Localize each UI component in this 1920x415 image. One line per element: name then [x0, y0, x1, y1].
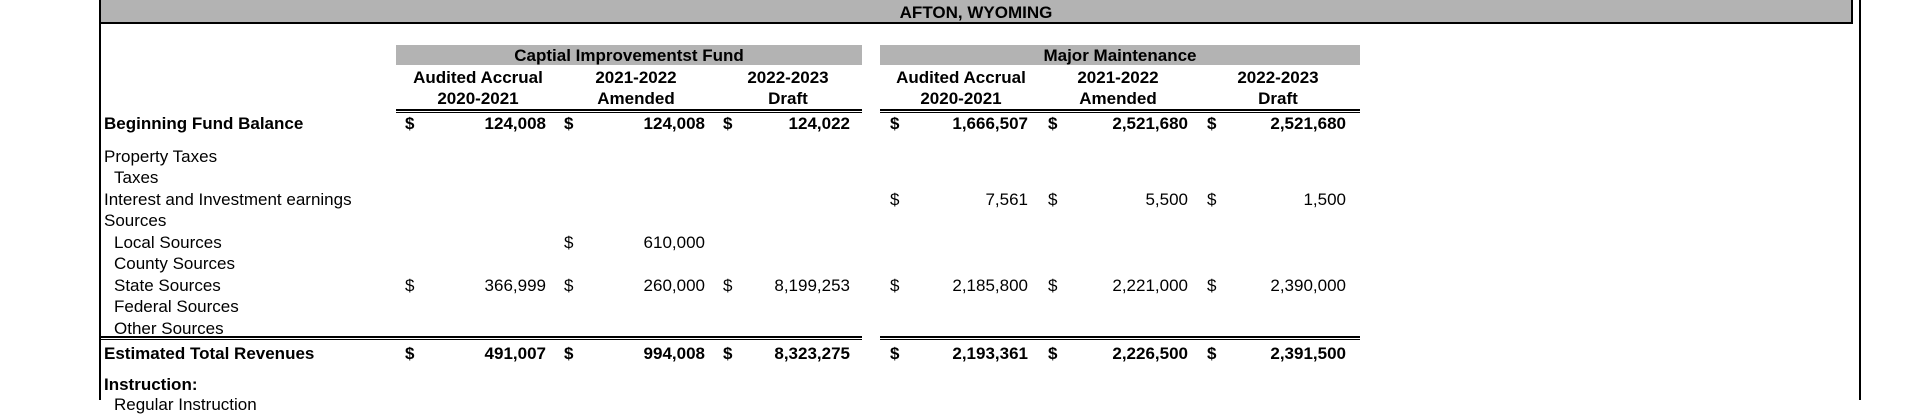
currency-sign: $ — [890, 344, 900, 363]
column-header — [713, 67, 863, 109]
row-label-instruction: Instruction: — [104, 375, 198, 394]
value-cell: 1,500 — [1303, 190, 1346, 209]
currency-sign: $ — [890, 114, 900, 133]
district-title: AFTON, WYOMING — [99, 0, 1853, 24]
column-header-line1: 2022-2023 — [747, 68, 829, 87]
currency-sign: $ — [405, 276, 415, 295]
row-label-taxes: Taxes — [114, 168, 159, 187]
column-header-line1: Audited Accrual — [896, 68, 1026, 87]
currency-sign: $ — [405, 344, 415, 363]
row-label-county-sources: County Sources — [114, 254, 235, 273]
column-header-line2: 2020-2021 — [920, 89, 1002, 108]
currency-sign: $ — [405, 114, 415, 133]
currency-sign: $ — [1207, 190, 1217, 209]
value-cell: 7,561 — [985, 190, 1028, 209]
value-cell: 2,193,361 — [952, 344, 1028, 363]
value-cell: 2,521,680 — [1112, 114, 1188, 133]
total-double-rule — [880, 336, 1360, 340]
column-header-line1: 2022-2023 — [1237, 68, 1319, 87]
value-cell: 994,008 — [643, 344, 705, 363]
currency-sign: $ — [723, 276, 733, 295]
row-label-federal-sources: Federal Sources — [114, 297, 239, 316]
value-cell: 2,390,000 — [1270, 276, 1346, 295]
row-label-state-sources: State Sources — [114, 276, 221, 295]
total-double-rule — [99, 336, 862, 340]
fund-header-major-maintenance: Major Maintenance — [880, 45, 1360, 65]
currency-sign: $ — [723, 344, 733, 363]
column-header-line2: Draft — [1258, 89, 1298, 108]
currency-sign: $ — [1048, 344, 1058, 363]
row-label-local-sources: Local Sources — [114, 233, 222, 252]
currency-sign: $ — [564, 114, 574, 133]
column-header — [1043, 67, 1193, 109]
column-header-line2: Draft — [768, 89, 808, 108]
fund-header-capital: Captial Improvementst Fund — [396, 45, 862, 65]
column-header-line2: 2020-2021 — [437, 89, 519, 108]
row-label-interest: Interest and Investment earnings — [104, 190, 352, 209]
currency-sign: $ — [1048, 190, 1058, 209]
column-header — [1203, 67, 1353, 109]
currency-sign: $ — [1207, 114, 1217, 133]
value-cell: 124,022 — [788, 114, 850, 133]
column-header — [886, 67, 1036, 109]
column-header-line1: 2021-2022 — [595, 68, 677, 87]
value-cell: 8,199,253 — [774, 276, 850, 295]
page-border-left — [99, 0, 101, 400]
column-header — [561, 67, 711, 109]
column-header-line2: Amended — [1079, 89, 1157, 108]
page-border-right — [1859, 0, 1861, 400]
currency-sign: $ — [1207, 276, 1217, 295]
currency-sign: $ — [1048, 276, 1058, 295]
value-cell: 124,008 — [484, 114, 546, 133]
value-cell: 124,008 — [643, 114, 705, 133]
value-cell: 5,500 — [1145, 190, 1188, 209]
value-cell: 260,000 — [643, 276, 705, 295]
column-header-line1: Audited Accrual — [413, 68, 543, 87]
value-cell: 8,323,275 — [774, 344, 850, 363]
value-cell: 610,000 — [643, 233, 705, 252]
column-header — [403, 67, 553, 109]
currency-sign: $ — [1048, 114, 1058, 133]
row-label-property-taxes: Property Taxes — [104, 147, 218, 166]
row-label-beginning-fund-balance: Beginning Fund Balance — [104, 114, 304, 133]
currency-sign: $ — [564, 233, 574, 252]
row-label-estimated-total-revenues: Estimated Total Revenues — [104, 344, 315, 363]
value-cell: 366,999 — [484, 276, 546, 295]
value-cell: 2,521,680 — [1270, 114, 1346, 133]
value-cell: 491,007 — [484, 344, 546, 363]
value-cell: 2,226,500 — [1112, 344, 1188, 363]
value-cell: 2,391,500 — [1270, 344, 1346, 363]
value-cell: 1,666,507 — [952, 114, 1028, 133]
currency-sign: $ — [1207, 344, 1217, 363]
column-header-line2: Amended — [597, 89, 675, 108]
currency-sign: $ — [564, 276, 574, 295]
currency-sign: $ — [564, 344, 574, 363]
value-cell: 2,221,000 — [1112, 276, 1188, 295]
row-label-other-sources: Other Sources — [114, 319, 224, 338]
row-label-regular-instruction: Regular Instruction — [114, 395, 257, 414]
column-header-line1: 2021-2022 — [1077, 68, 1159, 87]
currency-sign: $ — [723, 114, 733, 133]
currency-sign: $ — [890, 190, 900, 209]
header-double-rule — [396, 109, 862, 113]
value-cell: 2,185,800 — [952, 276, 1028, 295]
currency-sign: $ — [890, 276, 900, 295]
header-double-rule — [880, 109, 1360, 113]
row-label-sources: Sources — [104, 211, 167, 230]
